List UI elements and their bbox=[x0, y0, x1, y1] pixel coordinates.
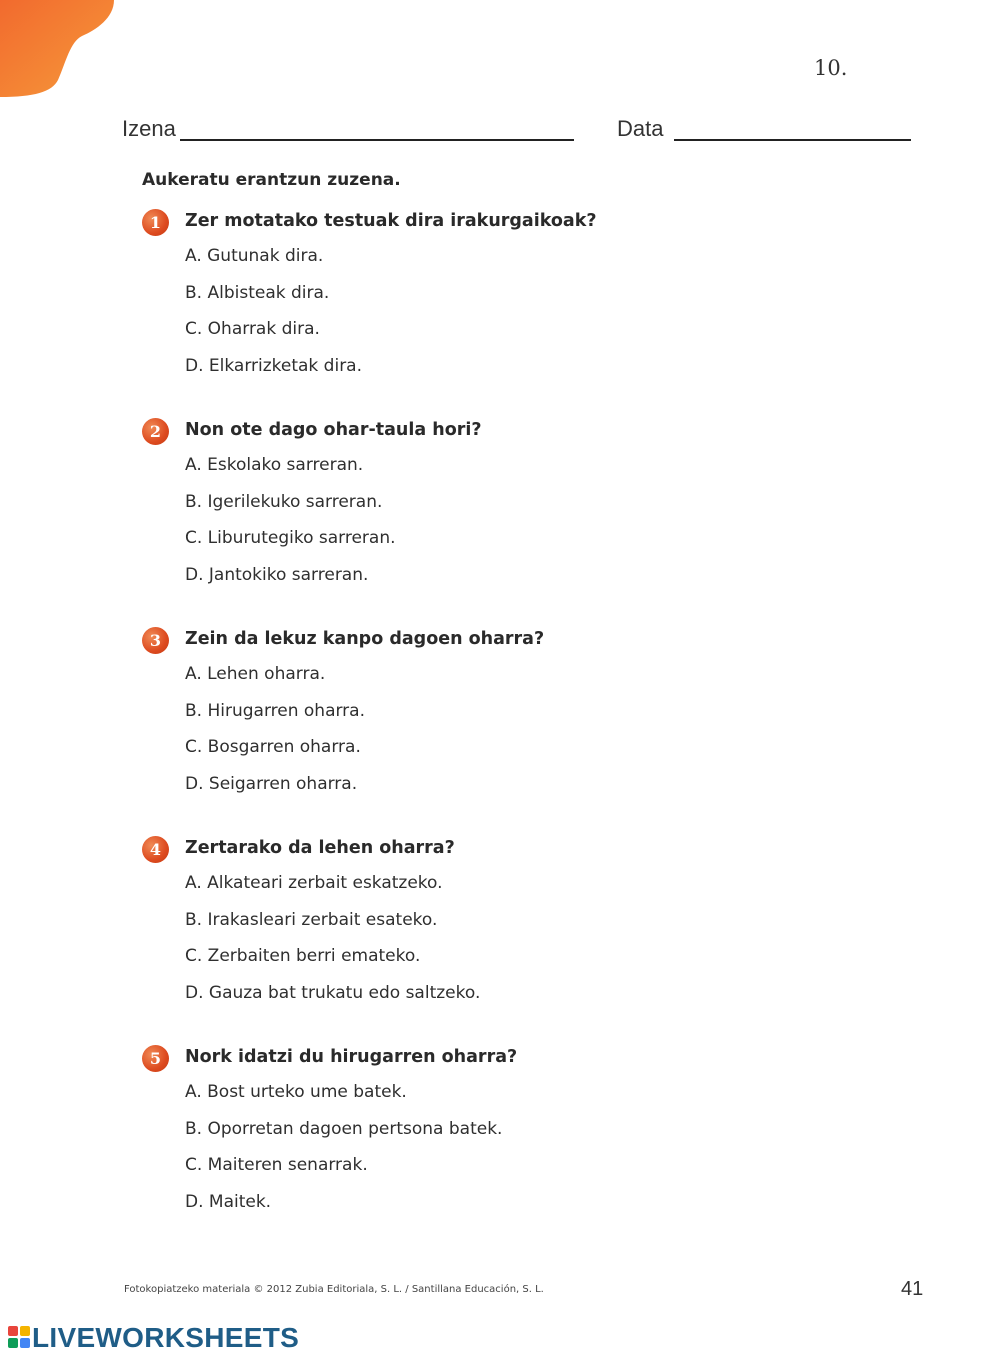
answer-option[interactable]: D. Jantokiko sarreran. bbox=[185, 564, 369, 585]
answer-option[interactable]: A. Lehen oharra. bbox=[185, 664, 326, 684]
copyright-notice: Fotokopiatzeko materiala © 2012 Zubia Editoriala, S. L. / Santillana Educación, S. L. bbox=[124, 1284, 544, 1295]
answer-option[interactable]: A. Alkateari zerbait eskatzeko. bbox=[185, 873, 443, 893]
answer-option[interactable]: C. Zerbaiten berri emateko. bbox=[185, 946, 421, 966]
brand-name: LIVEWORKSHEETS bbox=[32, 1322, 300, 1353]
liveworksheets-logo-icon bbox=[8, 1326, 30, 1348]
answer-option[interactable]: D. Elkarrizketak dira. bbox=[185, 355, 363, 376]
question-text: Zein da lekuz kanpo dagoen oharra? bbox=[185, 629, 545, 649]
answer-option[interactable]: C. Maiteren senarrak. bbox=[185, 1155, 368, 1175]
instruction-text: Aukeratu erantzun zuzena. bbox=[142, 170, 401, 190]
answer-option[interactable]: C. Oharrak dira. bbox=[185, 319, 320, 339]
date-field-line[interactable] bbox=[674, 139, 911, 141]
question-number-badge: 4 bbox=[142, 836, 169, 863]
answer-option[interactable]: C. Bosgarren oharra. bbox=[185, 737, 361, 757]
answer-option[interactable]: B. Igerilekuko sarreran. bbox=[185, 491, 383, 512]
name-field-line[interactable] bbox=[180, 139, 574, 141]
answer-option[interactable]: D. Maitek. bbox=[185, 1191, 272, 1212]
answer-option[interactable]: C. Liburutegiko sarreran. bbox=[185, 528, 396, 548]
answer-option[interactable]: B. Irakasleari zerbait esateko. bbox=[185, 909, 438, 930]
answer-option[interactable]: B. Oporretan dagoen pertsona batek. bbox=[185, 1118, 503, 1139]
question-number-badge: 1 bbox=[142, 209, 169, 236]
answer-option[interactable]: B. Albisteak dira. bbox=[185, 282, 330, 303]
worksheet-number: 10. bbox=[814, 56, 848, 80]
question-text: Zertarako da lehen oharra? bbox=[185, 838, 455, 858]
answer-option[interactable]: A. Eskolako sarreran. bbox=[185, 455, 364, 475]
corner-decoration bbox=[0, 0, 120, 100]
question-number-badge: 5 bbox=[142, 1045, 169, 1072]
question-text: Non ote dago ohar-taula hori? bbox=[185, 420, 482, 440]
answer-option[interactable]: A. Gutunak dira. bbox=[185, 246, 324, 266]
date-label: Data bbox=[617, 116, 664, 141]
answer-option[interactable]: A. Bost urteko ume batek. bbox=[185, 1082, 407, 1102]
question-text: Nork idatzi du hirugarren oharra? bbox=[185, 1047, 518, 1067]
answer-option[interactable]: B. Hirugarren oharra. bbox=[185, 700, 365, 721]
name-label: Izena bbox=[122, 116, 176, 141]
answer-option[interactable]: D. Seigarren oharra. bbox=[185, 773, 358, 794]
question-2 bbox=[142, 418, 842, 600]
page-number: 41 bbox=[901, 1278, 924, 1300]
question-5 bbox=[142, 1045, 842, 1227]
question-4 bbox=[142, 836, 842, 1018]
answer-option[interactable]: D. Gauza bat trukatu edo saltzeko. bbox=[185, 982, 481, 1003]
question-number-badge: 2 bbox=[142, 418, 169, 445]
question-number-badge: 3 bbox=[142, 627, 169, 654]
question-1 bbox=[142, 209, 842, 391]
question-text: Zer motatako testuak dira irakurgaikoak? bbox=[185, 211, 597, 231]
question-3 bbox=[142, 627, 842, 809]
